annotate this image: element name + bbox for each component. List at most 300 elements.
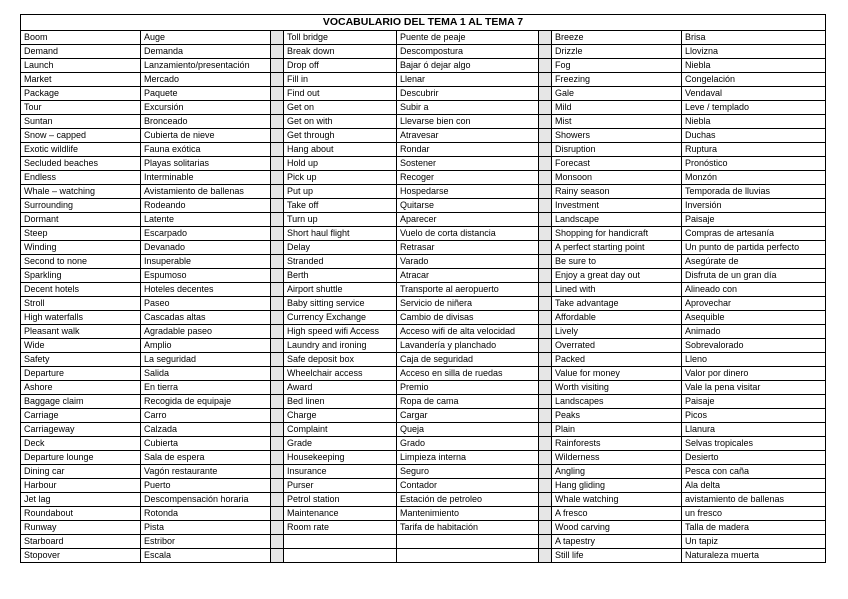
- english-term: Tour: [21, 101, 141, 115]
- table-row: [21, 101, 826, 115]
- english-term: Toll bridge: [284, 31, 397, 45]
- spanish-translation: Amplio: [141, 339, 271, 353]
- column-gap: [539, 59, 552, 73]
- english-term: Wood carving: [552, 521, 682, 535]
- table-row: [21, 479, 826, 493]
- spanish-translation: Descubrir: [397, 87, 539, 101]
- column-gap: [539, 199, 552, 213]
- spanish-translation: Tarifa de habitación: [397, 521, 539, 535]
- spanish-translation: Contador: [397, 479, 539, 493]
- english-term: Surrounding: [21, 199, 141, 213]
- spanish-translation: Premio: [397, 381, 539, 395]
- english-term: Stopover: [21, 549, 141, 563]
- column-gap: [539, 297, 552, 311]
- column-gap: [539, 157, 552, 171]
- english-term: Charge: [284, 409, 397, 423]
- column-gap: [539, 143, 552, 157]
- english-term: Take advantage: [552, 297, 682, 311]
- spanish-translation: Rondar: [397, 143, 539, 157]
- spanish-translation: Llovizna: [682, 45, 826, 59]
- table-row: [21, 437, 826, 451]
- column-gap: [539, 255, 552, 269]
- spanish-translation: Ropa de cama: [397, 395, 539, 409]
- spanish-translation: Sostener: [397, 157, 539, 171]
- english-term: A tapestry: [552, 535, 682, 549]
- english-term: Rainforests: [552, 437, 682, 451]
- column-gap: [539, 479, 552, 493]
- table-row: [21, 367, 826, 381]
- english-term: Overrated: [552, 339, 682, 353]
- english-term: Lively: [552, 325, 682, 339]
- english-term: Housekeeping: [284, 451, 397, 465]
- column-gap: [539, 451, 552, 465]
- column-gap: [271, 213, 284, 227]
- english-term: Delay: [284, 241, 397, 255]
- english-term: Baggage claim: [21, 395, 141, 409]
- spanish-translation: Calzada: [141, 423, 271, 437]
- spanish-translation: Descompostura: [397, 45, 539, 59]
- column-gap: [271, 507, 284, 521]
- english-term: Get through: [284, 129, 397, 143]
- english-term: Fog: [552, 59, 682, 73]
- english-term: Complaint: [284, 423, 397, 437]
- spanish-translation: Mercado: [141, 73, 271, 87]
- column-gap: [271, 353, 284, 367]
- table-row: [21, 199, 826, 213]
- spanish-translation: Niebla: [682, 115, 826, 129]
- spanish-translation: Duchas: [682, 129, 826, 143]
- column-gap: [271, 479, 284, 493]
- english-term: Departure lounge: [21, 451, 141, 465]
- column-gap: [271, 549, 284, 563]
- english-term: Still life: [552, 549, 682, 563]
- spanish-translation: Caja de seguridad: [397, 353, 539, 367]
- spanish-translation: Recogida de equipaje: [141, 395, 271, 409]
- column-gap: [539, 213, 552, 227]
- spanish-translation: Pesca con caña: [682, 465, 826, 479]
- english-term: Lined with: [552, 283, 682, 297]
- table-row: [21, 269, 826, 283]
- english-term: Carriage: [21, 409, 141, 423]
- table-row: [21, 45, 826, 59]
- table-row: [21, 311, 826, 325]
- english-term: Rainy season: [552, 185, 682, 199]
- table-row: [21, 549, 826, 563]
- spanish-translation: Interminable: [141, 171, 271, 185]
- table-row: [21, 227, 826, 241]
- spanish-translation: Llenar: [397, 73, 539, 87]
- english-term: Maintenance: [284, 507, 397, 521]
- table-row: [21, 129, 826, 143]
- table-row: [21, 465, 826, 479]
- english-term: Currency Exchange: [284, 311, 397, 325]
- english-term: Steep: [21, 227, 141, 241]
- spanish-translation: Un punto de partida perfecto: [682, 241, 826, 255]
- spanish-translation: Compras de artesanía: [682, 227, 826, 241]
- english-term: Decent hotels: [21, 283, 141, 297]
- spanish-translation: Bronceado: [141, 115, 271, 129]
- spanish-translation: Leve / templado: [682, 101, 826, 115]
- column-gap: [539, 241, 552, 255]
- english-term: Launch: [21, 59, 141, 73]
- english-term: Package: [21, 87, 141, 101]
- table-row: [21, 73, 826, 87]
- column-gap: [271, 339, 284, 353]
- spanish-translation: Seguro: [397, 465, 539, 479]
- english-term: Hang gliding: [552, 479, 682, 493]
- english-term: Affordable: [552, 311, 682, 325]
- spanish-translation: Playas solitarias: [141, 157, 271, 171]
- english-term: Disruption: [552, 143, 682, 157]
- column-gap: [271, 521, 284, 535]
- table-row: [21, 535, 826, 549]
- vocabulary-table: [20, 14, 826, 563]
- column-gap: [539, 185, 552, 199]
- column-gap: [271, 59, 284, 73]
- english-term: Safety: [21, 353, 141, 367]
- english-term: Landscape: [552, 213, 682, 227]
- table-row: [21, 241, 826, 255]
- english-term: Fill in: [284, 73, 397, 87]
- column-gap: [539, 465, 552, 479]
- spanish-translation: un fresco: [682, 507, 826, 521]
- english-term: Angling: [552, 465, 682, 479]
- spanish-translation: Vuelo de corta distancia: [397, 227, 539, 241]
- column-gap: [271, 45, 284, 59]
- column-gap: [271, 115, 284, 129]
- english-term: Petrol station: [284, 493, 397, 507]
- english-term: Dormant: [21, 213, 141, 227]
- spanish-translation: Desierto: [682, 451, 826, 465]
- english-term: Grade: [284, 437, 397, 451]
- spanish-translation: Puerto: [141, 479, 271, 493]
- table-row: [21, 521, 826, 535]
- english-term: A perfect starting point: [552, 241, 682, 255]
- column-gap: [539, 353, 552, 367]
- vocabulary-sheet: [20, 14, 826, 563]
- column-gap: [271, 297, 284, 311]
- column-gap: [271, 255, 284, 269]
- spanish-translation: Brisa: [682, 31, 826, 45]
- spanish-translation: Paisaje: [682, 395, 826, 409]
- spanish-translation: Fauna exótica: [141, 143, 271, 157]
- table-row: [21, 325, 826, 339]
- english-term: Mist: [552, 115, 682, 129]
- spanish-translation: Transporte al aeropuerto: [397, 283, 539, 297]
- spanish-translation: Subir a: [397, 101, 539, 115]
- table-row: [21, 353, 826, 367]
- spanish-translation: Salida: [141, 367, 271, 381]
- spanish-translation: Cambio de divisas: [397, 311, 539, 325]
- column-gap: [539, 493, 552, 507]
- table-row: [21, 283, 826, 297]
- column-gap: [271, 269, 284, 283]
- spanish-translation: Puente de peaje: [397, 31, 539, 45]
- spanish-translation: Aparecer: [397, 213, 539, 227]
- english-term: Shopping for handicraft: [552, 227, 682, 241]
- spanish-translation: Retrasar: [397, 241, 539, 255]
- english-term: Pick up: [284, 171, 397, 185]
- column-gap: [539, 535, 552, 549]
- english-term: Demand: [21, 45, 141, 59]
- spanish-translation: Ala delta: [682, 479, 826, 493]
- spanish-translation: Rodeando: [141, 199, 271, 213]
- spanish-translation: Temporada de lluvias: [682, 185, 826, 199]
- spanish-translation: Lavandería y planchado: [397, 339, 539, 353]
- column-gap: [271, 241, 284, 255]
- table-row: [21, 423, 826, 437]
- english-term: Purser: [284, 479, 397, 493]
- table-row: [21, 395, 826, 409]
- table-row: [21, 31, 826, 45]
- english-term: High speed wifi Access: [284, 325, 397, 339]
- spanish-translation: Paquete: [141, 87, 271, 101]
- spanish-translation: Disfruta de un gran día: [682, 269, 826, 283]
- column-gap: [539, 339, 552, 353]
- english-term: Enjoy a great day out: [552, 269, 682, 283]
- spanish-translation: Paseo: [141, 297, 271, 311]
- english-term: Get on: [284, 101, 397, 115]
- spanish-translation: Rotonda: [141, 507, 271, 521]
- spanish-translation: Agradable paseo: [141, 325, 271, 339]
- spanish-translation: Cubierta: [141, 437, 271, 451]
- spanish-translation: Cascadas altas: [141, 311, 271, 325]
- english-term: Drop off: [284, 59, 397, 73]
- spanish-translation: Un tapiz: [682, 535, 826, 549]
- english-term: Roundabout: [21, 507, 141, 521]
- document-title: VOCABULARIO DEL TEMA 1 AL TEMA 7: [21, 15, 826, 31]
- column-gap: [271, 311, 284, 325]
- spanish-translation: Descompensación horaria: [141, 493, 271, 507]
- spanish-translation: Escala: [141, 549, 271, 563]
- english-term: Sparkling: [21, 269, 141, 283]
- spanish-translation: Vendaval: [682, 87, 826, 101]
- column-gap: [539, 129, 552, 143]
- english-term: Second to none: [21, 255, 141, 269]
- spanish-translation: Selvas tropicales: [682, 437, 826, 451]
- english-term: Value for money: [552, 367, 682, 381]
- spanish-translation: Mantenimiento: [397, 507, 539, 521]
- spanish-translation: Auge: [141, 31, 271, 45]
- spanish-translation: Niebla: [682, 59, 826, 73]
- english-term: Gale: [552, 87, 682, 101]
- column-gap: [271, 465, 284, 479]
- column-gap: [271, 367, 284, 381]
- english-term: Snow – capped: [21, 129, 141, 143]
- spanish-translation: Demanda: [141, 45, 271, 59]
- spanish-translation: Paisaje: [682, 213, 826, 227]
- english-term: [284, 549, 397, 563]
- spanish-translation: Congelación: [682, 73, 826, 87]
- english-term: Monsoon: [552, 171, 682, 185]
- spanish-translation: Vale la pena visitar: [682, 381, 826, 395]
- english-term: Plain: [552, 423, 682, 437]
- spanish-translation: Recoger: [397, 171, 539, 185]
- column-gap: [539, 87, 552, 101]
- spanish-translation: Vagón restaurante: [141, 465, 271, 479]
- spanish-translation: Asegúrate de: [682, 255, 826, 269]
- spanish-translation: Carro: [141, 409, 271, 423]
- english-term: Jet lag: [21, 493, 141, 507]
- spanish-translation: Pista: [141, 521, 271, 535]
- english-term: Harbour: [21, 479, 141, 493]
- english-term: Investment: [552, 199, 682, 213]
- column-gap: [271, 535, 284, 549]
- column-gap: [271, 199, 284, 213]
- english-term: Landscapes: [552, 395, 682, 409]
- spanish-translation: Queja: [397, 423, 539, 437]
- column-gap: [539, 311, 552, 325]
- english-term: Runway: [21, 521, 141, 535]
- english-term: Short haul flight: [284, 227, 397, 241]
- column-gap: [271, 409, 284, 423]
- english-term: Suntan: [21, 115, 141, 129]
- english-term: Peaks: [552, 409, 682, 423]
- column-gap: [271, 87, 284, 101]
- table-row: [21, 451, 826, 465]
- spanish-translation: Varado: [397, 255, 539, 269]
- column-gap: [271, 73, 284, 87]
- spanish-translation: Aprovechar: [682, 297, 826, 311]
- spanish-translation: Excursión: [141, 101, 271, 115]
- spanish-translation: avistamiento de ballenas: [682, 493, 826, 507]
- english-term: Pleasant walk: [21, 325, 141, 339]
- english-term: Freezing: [552, 73, 682, 87]
- english-term: Break down: [284, 45, 397, 59]
- column-gap: [271, 157, 284, 171]
- column-gap: [271, 227, 284, 241]
- table-row: [21, 339, 826, 353]
- english-term: Bed linen: [284, 395, 397, 409]
- english-term: Airport shuttle: [284, 283, 397, 297]
- column-gap: [271, 143, 284, 157]
- english-term: Find out: [284, 87, 397, 101]
- spanish-translation: Hoteles decentes: [141, 283, 271, 297]
- column-gap: [271, 423, 284, 437]
- column-gap: [539, 227, 552, 241]
- column-gap: [539, 31, 552, 45]
- spanish-translation: Lleno: [682, 353, 826, 367]
- spanish-translation: Alineado con: [682, 283, 826, 297]
- column-gap: [539, 507, 552, 521]
- spanish-translation: Valor por dinero: [682, 367, 826, 381]
- column-gap: [271, 171, 284, 185]
- spanish-translation: Limpieza interna: [397, 451, 539, 465]
- spanish-translation: Grado: [397, 437, 539, 451]
- spanish-translation: Lanzamiento/presentación: [141, 59, 271, 73]
- spanish-translation: Insuperable: [141, 255, 271, 269]
- spanish-translation: Atracar: [397, 269, 539, 283]
- table-row: [21, 59, 826, 73]
- english-term: Deck: [21, 437, 141, 451]
- english-term: Winding: [21, 241, 141, 255]
- spanish-translation: Latente: [141, 213, 271, 227]
- table-row: [21, 171, 826, 185]
- spanish-translation: La seguridad: [141, 353, 271, 367]
- english-term: Insurance: [284, 465, 397, 479]
- english-term: Boom: [21, 31, 141, 45]
- spanish-translation: Hospedarse: [397, 185, 539, 199]
- spanish-translation: [397, 549, 539, 563]
- column-gap: [539, 325, 552, 339]
- english-term: Stroll: [21, 297, 141, 311]
- english-term: Take off: [284, 199, 397, 213]
- column-gap: [271, 325, 284, 339]
- spanish-translation: Acceso en silla de ruedas: [397, 367, 539, 381]
- spanish-translation: En tierra: [141, 381, 271, 395]
- spanish-translation: Monzón: [682, 171, 826, 185]
- english-term: Starboard: [21, 535, 141, 549]
- table-row: [21, 87, 826, 101]
- english-term: Packed: [552, 353, 682, 367]
- table-row: [21, 185, 826, 199]
- title-row: [21, 15, 826, 31]
- spanish-translation: Picos: [682, 409, 826, 423]
- column-gap: [539, 115, 552, 129]
- table-row: [21, 493, 826, 507]
- column-gap: [539, 171, 552, 185]
- column-gap: [271, 185, 284, 199]
- spanish-translation: Animado: [682, 325, 826, 339]
- spanish-translation: Cargar: [397, 409, 539, 423]
- spanish-translation: Asequible: [682, 311, 826, 325]
- english-term: Endless: [21, 171, 141, 185]
- spanish-translation: Escarpado: [141, 227, 271, 241]
- column-gap: [271, 451, 284, 465]
- english-term: Whale watching: [552, 493, 682, 507]
- english-term: Put up: [284, 185, 397, 199]
- english-term: Wilderness: [552, 451, 682, 465]
- english-term: Exotic wildlife: [21, 143, 141, 157]
- english-term: Room rate: [284, 521, 397, 535]
- english-term: [284, 535, 397, 549]
- spanish-translation: Talla de madera: [682, 521, 826, 535]
- english-term: Get on with: [284, 115, 397, 129]
- column-gap: [539, 73, 552, 87]
- column-gap: [271, 437, 284, 451]
- spanish-translation: Sobrevalorado: [682, 339, 826, 353]
- spanish-translation: Naturaleza muerta: [682, 549, 826, 563]
- english-term: Berth: [284, 269, 397, 283]
- column-gap: [271, 381, 284, 395]
- english-term: Departure: [21, 367, 141, 381]
- spanish-translation: Inversión: [682, 199, 826, 213]
- column-gap: [539, 423, 552, 437]
- spanish-translation: Espumoso: [141, 269, 271, 283]
- column-gap: [539, 101, 552, 115]
- english-term: Market: [21, 73, 141, 87]
- table-row: [21, 409, 826, 423]
- english-term: Secluded beaches: [21, 157, 141, 171]
- english-term: Ashore: [21, 381, 141, 395]
- table-row: [21, 213, 826, 227]
- english-term: Mild: [552, 101, 682, 115]
- column-gap: [271, 283, 284, 297]
- column-gap: [539, 521, 552, 535]
- column-gap: [271, 101, 284, 115]
- spanish-translation: Llanura: [682, 423, 826, 437]
- table-row: [21, 157, 826, 171]
- english-term: A fresco: [552, 507, 682, 521]
- table-row: [21, 297, 826, 311]
- english-term: Forecast: [552, 157, 682, 171]
- english-term: Dining car: [21, 465, 141, 479]
- english-term: Carriageway: [21, 423, 141, 437]
- table-row: [21, 381, 826, 395]
- spanish-translation: Atravesar: [397, 129, 539, 143]
- column-gap: [539, 549, 552, 563]
- spanish-translation: [397, 535, 539, 549]
